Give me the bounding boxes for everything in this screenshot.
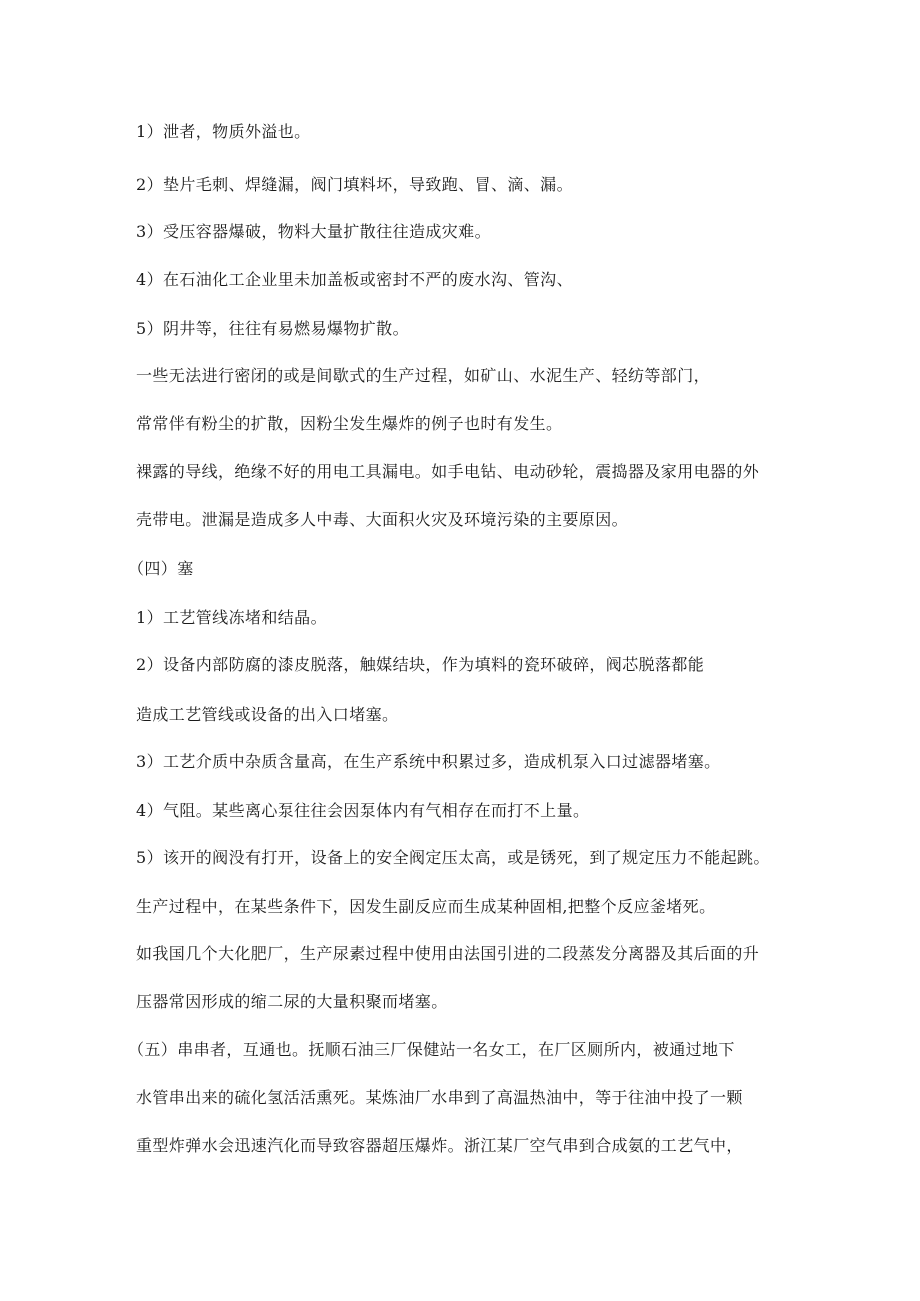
text-line: 4）气阻。某些离心泵往往会因泵体内有气相存在而打不上量。 xyxy=(136,801,590,820)
text-line: 一些无法进行密闭的或是间歇式的生产过程，如矿山、水泥生产、轻纺等部门， xyxy=(136,366,711,385)
text-line: 水管串出来的硫化氢活活熏死。某炼油厂水串到了高温热油中，等于往油中投了一颗 xyxy=(136,1088,743,1107)
text-line: 生产过程中，在某些条件下，因发生副反应而生成某种固相,把整个反应釜堵死。 xyxy=(136,897,716,916)
text-line: 5）阴井等，往往有易燃易爆物扩散。 xyxy=(136,319,409,338)
section-heading: （四）塞 xyxy=(128,559,194,578)
text-line: 重型炸弹水会迅速汽化而导致容器超压爆炸。浙江某厂空气串到合成氨的工艺气中， xyxy=(136,1136,743,1155)
text-line: 常常伴有粉尘的扩散，因粉尘发生爆炸的例子也时有发生。 xyxy=(136,414,563,433)
text-line: 4）在石油化工企业里未加盖板或密封不严的废水沟、管沟、 xyxy=(136,270,573,289)
text-line: 2）设备内部防腐的漆皮脱落，触媒结块，作为填料的瓷环破碎，阀芯脱落都能 xyxy=(136,655,705,674)
text-line: 压器常因形成的缩二尿的大量积聚而堵塞。 xyxy=(136,992,448,1011)
text-line: 1）泄者，物质外溢也。 xyxy=(136,122,311,141)
text-line: 1）工艺管线冻堵和结晶。 xyxy=(136,608,327,627)
text-line: 裸露的导线，绝缘不好的用电工具漏电。如手电钻、电动砂轮，震捣器及家用电器的外 xyxy=(136,462,760,481)
text-line: 3）工艺介质中杂质含量高，在生产系统中积累过多，造成机泵入口过滤器堵塞。 xyxy=(136,752,721,771)
text-line: 5）该开的阀没有打开，设备上的安全阀定压太高，或是锈死，到了规定压力不能起跳。 xyxy=(136,848,770,867)
section-heading: （五）串串者，互通也。抚顺石油三厂保健站一名女工，在厂区厕所内，被通过地下 xyxy=(128,1040,735,1059)
text-line: 壳带电。泄漏是造成多人中毒、大面积火灾及环境污染的主要原因。 xyxy=(136,510,629,529)
text-line: 3）受压容器爆破，物料大量扩散往往造成灾难。 xyxy=(136,222,491,241)
text-line: 2）垫片毛刺、焊缝漏，阀门填料坏，导致跑、冒、滴、漏。 xyxy=(136,175,573,194)
text-line: 造成工艺管线或设备的出入口堵塞。 xyxy=(136,705,399,724)
text-line: 如我国几个大化肥厂，生产尿素过程中使用由法国引进的二段蒸发分离器及其后面的升 xyxy=(136,944,760,963)
